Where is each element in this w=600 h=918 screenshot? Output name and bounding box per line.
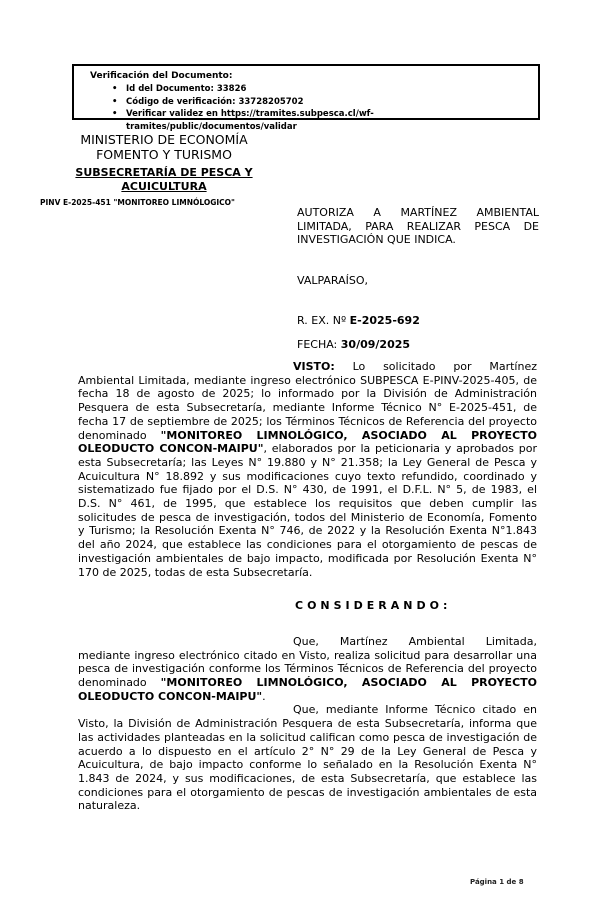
- date-value: 30/09/2025: [340, 337, 411, 351]
- ministry-line2: FOMENTO Y TURISMO: [96, 147, 232, 162]
- resolution-number: E-2025-692: [349, 314, 420, 327]
- page-indicator: Página 1 de 8: [470, 878, 524, 886]
- ministry-name: [28, 132, 300, 162]
- project-name-bold: "MONITOREO LIMNOLÓGICO, ASOCIADO AL PROYECTO OLEODUCTO CONCON-MAIPU": [78, 428, 537, 456]
- bullet-icon: •: [112, 96, 118, 107]
- visto-paragraph: [78, 360, 537, 579]
- resolution-number-label: R. EX. Nº: [297, 314, 350, 327]
- city-line: VALPARAÍSO,: [297, 273, 369, 287]
- bullet-icon: •: [112, 84, 118, 94]
- project-name-bold: "MONITOREO LIMNOLÓGICO, ASOCIADO AL PROYECTO OLEODUCTO CONCON-MAIPU": [78, 676, 537, 703]
- verification-item-doc-id: [90, 83, 530, 96]
- considerando-paragraph-1: [78, 635, 537, 704]
- considerando-p1-text-1: Que, Martínez Ambiental Limitada, mediante ingreso electrónico citado en Visto, realiza solicitud para desarrollar una pesca de investigación conforme los Términos Técnicos de Referencia del proyecto denominado: [78, 634, 537, 690]
- verification-code: Código de verificación: 33728205702: [126, 96, 304, 107]
- date-label: FECHA:: [297, 337, 341, 351]
- considerando-p1-text-2: .: [262, 689, 266, 703]
- bullet-icon: •: [112, 109, 118, 119]
- resolution-body: [78, 360, 537, 813]
- date-line: [297, 338, 539, 352]
- subsecretaria-line2: ACUICULTURA: [121, 179, 207, 193]
- verification-item-url: [90, 108, 530, 133]
- verification-box: [72, 64, 540, 132]
- resolution-number-line: [297, 314, 539, 328]
- resolution-header-block: [297, 206, 539, 351]
- considerando-paragraph-2: Que, mediante Informe Técnico citado en Visto, la División de Administración Pesquera de esta Subsecretaría, informa que las actividades planteadas en la solicitud califican como pesca de investigación de acuerdo a lo dispuesto en el artículo 2° N° 29 de la Ley General de Pesca y Acuicultura, de bajo impacto conforme lo señalado en la Resolución Exenta N° 1.843 de 2024, y sus modificaciones, de esta Subsecretaría, que establece las condiciones para el otorgamiento de pescas de investigación ambientales de esta naturaleza.: [78, 703, 537, 813]
- ministry-line1: MINISTERIO DE ECONOMÍA: [80, 132, 248, 147]
- verification-item-code: [90, 96, 530, 109]
- verification-title: Verificación del Documento:: [90, 71, 233, 81]
- considerando-heading: CONSIDERANDO:: [295, 599, 452, 613]
- subsecretaria-name: [28, 166, 300, 193]
- pinv-reference: PINV E-2025-451 "MONITOREO LIMNÓLOGICO": [40, 198, 235, 207]
- verification-doc-id: Id del Documento: 33826: [126, 84, 247, 94]
- visto-text-2: , elaborados por la peticionaria y aprobados por esta Subsecretaría; las Leyes N° 19.880 y N° 21.358; la Ley General de Pesca y Acuicultura N° 18.892 y sus modificaciones cuyo texto refundido, coordinado y sistematizado fue fijado por el D.S. N° 430, de 1991, el D.F.L. N° 5, de 1983, el D.S. N° 461, de 1995, que establece los requisitos que deben cumplir las solicitudes de pesca de investigación, todos del Ministerio de Economía, Fomento y Turismo; la Resolución Exenta N° 746, de 2022 y la Resolución Exenta N°1.843 del año 2024, que establece las condiciones para el otorgamiento de pescas de investigación ambientales de bajo impacto, modificada por Resolución Exenta N° 170 de 2025, todas de esta Subsecretaría.: [78, 442, 537, 579]
- resolution-subject: AUTORIZA A MARTÍNEZ AMBIENTAL LIMITADA, PARA REALIZAR PESCA DE INVESTIGACIÓN QUE INDICA.: [297, 206, 539, 246]
- verification-url: Verificar validez en https://tramites.subpesca.cl/wf-tramites/public/documentos/validar: [126, 109, 374, 132]
- visto-label: VISTO:: [293, 360, 335, 373]
- subsecretaria-line1: SUBSECRETARÍA DE PESCA Y: [75, 166, 253, 179]
- visto-text-1: Lo solicitado por Martínez Ambiental Limitada, mediante ingreso electrónico SUBPESCA E-PINV-2025-405, de fecha 18 de agosto de 2025; lo informado por la División de Administración Pesquera de esta Subsecretaría, mediante Informe Técnico N° E-2025-451, de fecha 17 de septiembre de 2025; los Términos Técnicos de Referencia del proyecto denominado: [78, 360, 537, 442]
